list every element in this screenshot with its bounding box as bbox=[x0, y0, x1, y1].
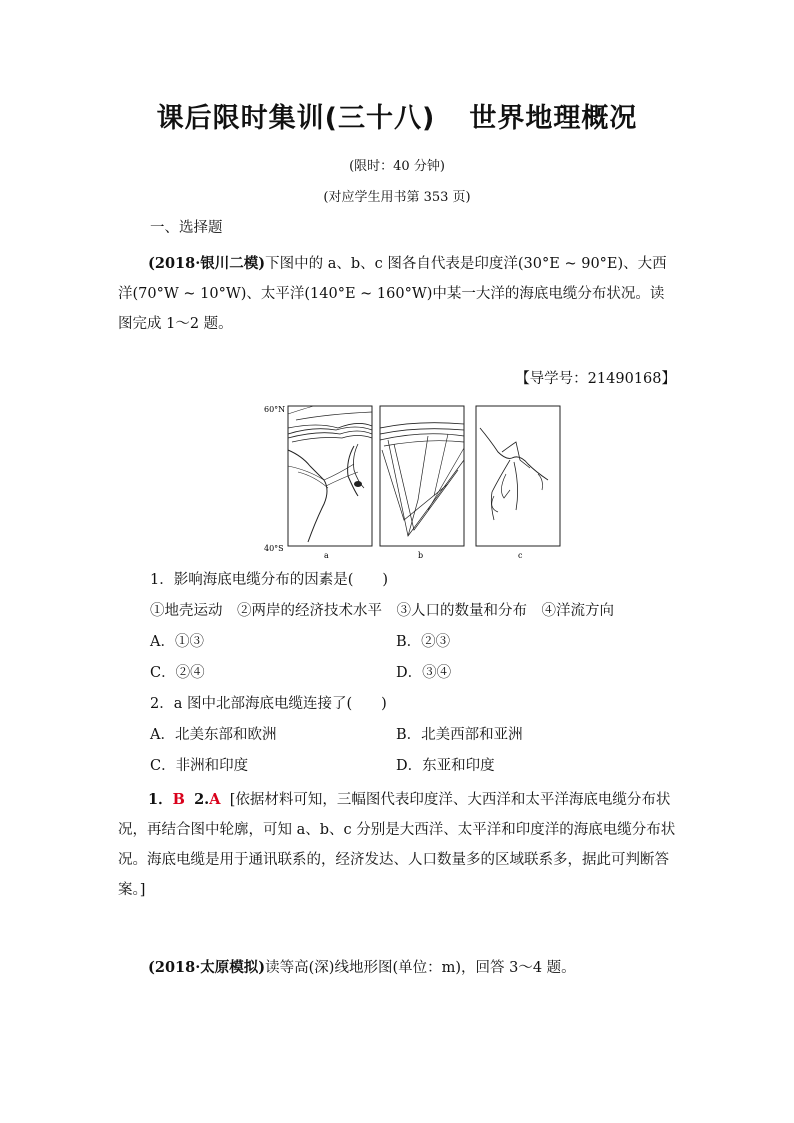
next-question-intro bbox=[118, 953, 678, 983]
title-main: 课后限时集训(三十八) bbox=[156, 103, 436, 134]
answer-2-choice: A bbox=[209, 791, 221, 808]
time-limit: (限时：40 分钟) bbox=[349, 159, 445, 174]
q1-stem: 1．影响海底电缆分布的因素是( ) bbox=[150, 572, 389, 588]
page-title bbox=[0, 96, 794, 135]
book-reference: (对应学生用书第 353 页) bbox=[323, 190, 471, 205]
cable-map-figure bbox=[258, 400, 568, 562]
q2-option-b: B．北美西部和亚洲 bbox=[396, 727, 523, 743]
section-heading: 一、选择题 bbox=[150, 220, 223, 236]
intro-source: (2018·银川二模) bbox=[148, 255, 266, 272]
next-intro-source: (2018·太原模拟) bbox=[148, 959, 266, 976]
answer-explanation bbox=[118, 785, 678, 905]
panel-c-map bbox=[476, 406, 560, 560]
q2-option-a: A．北美东部和欧洲 bbox=[150, 727, 277, 743]
panel-a-label: a bbox=[324, 551, 329, 560]
lat-label-40s: 40°S bbox=[264, 544, 284, 553]
panel-a-map bbox=[288, 406, 372, 560]
panel-b-map bbox=[380, 406, 464, 560]
guide-number: 【导学号：21490168】 bbox=[515, 371, 676, 387]
q1-option-b: B．②③ bbox=[396, 634, 451, 650]
question-intro bbox=[118, 249, 678, 339]
q2-stem: 2．a 图中北部海底电缆连接了( ) bbox=[150, 696, 387, 712]
q1-option-c: C．②④ bbox=[150, 665, 205, 681]
q1-option-a: A．①③ bbox=[150, 634, 204, 650]
lat-label-60n: 60°N bbox=[264, 405, 286, 414]
panel-c-label: c bbox=[518, 551, 523, 560]
next-intro-text: 读等高(深)线地形图(单位：m)，回答 3～4 题。 bbox=[265, 960, 576, 976]
answer-2-number: 2. bbox=[194, 791, 210, 808]
intro-text: 下图中的 a、b、c 图各自代表是印度洋(30°E ~ 90°E)、大西洋(70°W ~ 10°W)、太平洋(140°E ~ 160°W)中某一大洋的海底电缆分布状况。读图完成 1～2 题。 bbox=[118, 256, 667, 332]
q1-option-d: D．③④ bbox=[396, 665, 452, 681]
answer-1-number: 1． bbox=[148, 791, 173, 808]
answer-text: [依据材料可知，三幅图代表印度洋、大西洋和太平洋海底电缆分布状况，再结合图中轮廓，可知 a、b、c 分别是大西洋、太平洋和印度洋的海底电缆分布状况。海底电缆是用于通讯联系的，经济发达、人口数量多的区域联系多，据此可判断答案。] bbox=[118, 792, 676, 898]
panel-b-label: b bbox=[418, 551, 424, 560]
answer-1-choice: B bbox=[172, 791, 185, 808]
q2-option-c: C．非洲和印度 bbox=[150, 758, 249, 774]
title-sub: 世界地理概况 bbox=[469, 103, 638, 134]
q2-option-d: D．东亚和印度 bbox=[396, 758, 495, 774]
q1-items: ①地壳运动 ②两岸的经济技术水平 ③人口的数量和分布 ④洋流方向 bbox=[150, 603, 614, 619]
